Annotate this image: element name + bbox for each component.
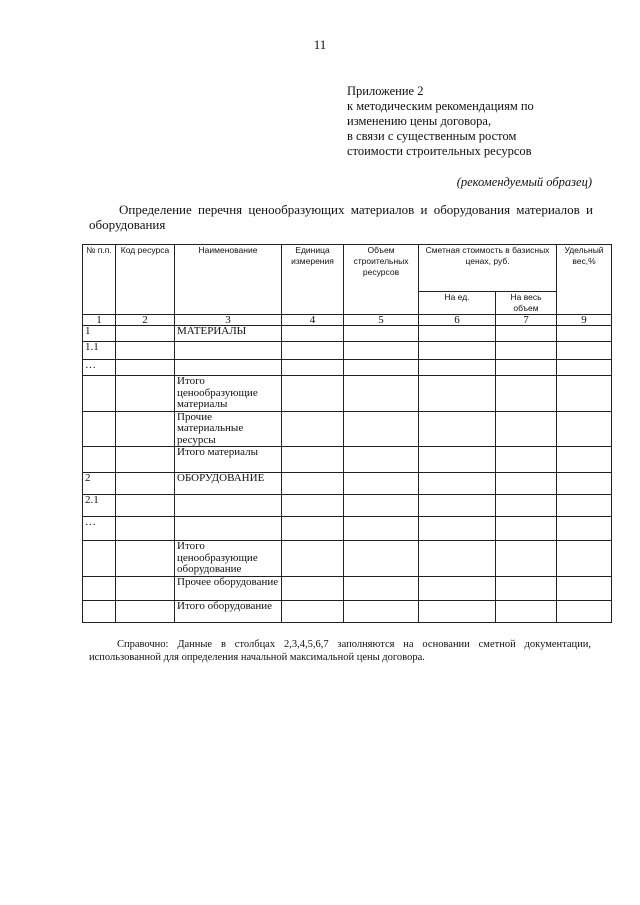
header-unit: Единица измерения — [282, 245, 344, 315]
cell-empty — [282, 360, 344, 376]
cell-empty — [419, 517, 496, 541]
cell-no — [83, 411, 116, 447]
cell-empty — [557, 473, 612, 495]
document-title: Определение перечня ценообразующих материалов и оборудования материалов и оборудования — [89, 202, 593, 232]
cell-empty — [116, 541, 175, 577]
cell-empty — [344, 411, 419, 447]
cell-empty — [344, 600, 419, 622]
header-volume: Объем строительных ресурсов — [344, 245, 419, 315]
cell-empty — [116, 576, 175, 600]
table-row — [83, 447, 612, 473]
table-row — [83, 541, 612, 577]
cell-empty — [116, 447, 175, 473]
cell-empty — [496, 360, 557, 376]
table-row — [83, 517, 612, 541]
cell-name — [175, 360, 282, 376]
table-row — [83, 326, 612, 342]
cell-empty — [116, 495, 175, 517]
table-row — [83, 360, 612, 376]
page-number: 11 — [313, 37, 327, 52]
table-row — [83, 473, 612, 495]
cell-empty — [496, 376, 557, 412]
cell-empty — [282, 342, 344, 360]
cell-empty — [419, 600, 496, 622]
cell-no — [83, 600, 116, 622]
table-row — [83, 600, 612, 622]
cell-empty — [116, 376, 175, 412]
cell-name: Итого ценообразующие оборудование — [175, 541, 282, 577]
header-cost-unit: На ед. — [419, 292, 496, 315]
cell-empty — [116, 600, 175, 622]
appendix-line: в связи с существенным ростом — [347, 129, 517, 143]
header-name: Наименование — [175, 245, 282, 315]
column-number: 3 — [175, 315, 282, 326]
table-row — [83, 376, 612, 412]
cell-empty — [282, 495, 344, 517]
cell-empty — [557, 326, 612, 342]
cell-empty — [116, 517, 175, 541]
cell-empty — [557, 342, 612, 360]
cell-empty — [344, 447, 419, 473]
cell-empty — [557, 495, 612, 517]
cell-empty — [116, 342, 175, 360]
cell-empty — [419, 576, 496, 600]
footnote: Справочно: Данные в столбцах 2,3,4,5,6,7 заполняются на основании сметной документации, использованной для определения начальной максимальной цены договора. — [89, 639, 591, 663]
cell-empty — [496, 473, 557, 495]
sample-note: (рекомендуемый образец) — [456, 175, 592, 189]
cell-empty — [282, 326, 344, 342]
cell-empty — [419, 473, 496, 495]
cell-empty — [116, 473, 175, 495]
cell-empty — [419, 411, 496, 447]
cell-name — [175, 342, 282, 360]
cell-name: ОБОРУДОВАНИЕ — [175, 473, 282, 495]
column-number: 9 — [557, 315, 612, 326]
column-number: 4 — [282, 315, 344, 326]
cell-empty — [116, 411, 175, 447]
table-row — [83, 342, 612, 360]
column-number: 5 — [344, 315, 419, 326]
cell-empty — [557, 411, 612, 447]
cell-no — [83, 447, 116, 473]
cell-empty — [282, 600, 344, 622]
cell-no: … — [83, 360, 116, 376]
cell-empty — [557, 360, 612, 376]
cell-empty — [344, 360, 419, 376]
cell-name: МАТЕРИАЛЫ — [175, 326, 282, 342]
cell-no: … — [83, 517, 116, 541]
cell-empty — [419, 376, 496, 412]
cell-empty — [344, 517, 419, 541]
cell-no — [83, 376, 116, 412]
cell-empty — [116, 360, 175, 376]
cell-empty — [496, 541, 557, 577]
column-number: 6 — [419, 315, 496, 326]
header-no: № п.п. — [83, 245, 116, 315]
cell-no: 2 — [83, 473, 116, 495]
cell-empty — [419, 447, 496, 473]
cell-empty — [419, 326, 496, 342]
cell-empty — [496, 600, 557, 622]
appendix-block — [347, 84, 534, 159]
cell-empty — [282, 541, 344, 577]
cell-empty — [557, 447, 612, 473]
appendix-line: к методическим рекомендациям по — [347, 99, 534, 113]
cell-no: 2.1 — [83, 495, 116, 517]
cell-name: Прочее оборудование — [175, 576, 282, 600]
cell-no — [83, 576, 116, 600]
appendix-line: изменению цены договора, — [347, 114, 492, 128]
column-number: 1 — [83, 315, 116, 326]
cell-empty — [419, 541, 496, 577]
cell-empty — [344, 495, 419, 517]
cell-empty — [557, 576, 612, 600]
appendix-line: стоимости строительных ресурсов — [347, 144, 532, 158]
cell-empty — [496, 576, 557, 600]
cell-no: 1.1 — [83, 342, 116, 360]
resources-table — [82, 244, 612, 623]
cell-empty — [419, 360, 496, 376]
cell-name: Итого оборудование — [175, 600, 282, 622]
cell-no — [83, 541, 116, 577]
table-row — [83, 495, 612, 517]
cell-empty — [557, 600, 612, 622]
cell-name: Итого ценообразующие материалы — [175, 376, 282, 412]
table-body — [83, 326, 612, 623]
column-number: 7 — [496, 315, 557, 326]
cell-empty — [557, 541, 612, 577]
cell-empty — [496, 342, 557, 360]
cell-name: Прочие материальные ресурсы — [175, 411, 282, 447]
cell-empty — [557, 376, 612, 412]
header-code: Код ресурса — [116, 245, 175, 315]
cell-empty — [282, 517, 344, 541]
cell-empty — [344, 376, 419, 412]
cell-empty — [557, 517, 612, 541]
table-row — [83, 576, 612, 600]
cell-empty — [282, 411, 344, 447]
cell-empty — [419, 495, 496, 517]
header-cost-group: Сметная стоимость в базисных ценах, руб. — [419, 245, 557, 292]
cell-empty — [496, 447, 557, 473]
column-number: 2 — [116, 315, 175, 326]
cell-name: Итого материалы — [175, 447, 282, 473]
cell-empty — [282, 473, 344, 495]
cell-name — [175, 517, 282, 541]
cell-empty — [344, 473, 419, 495]
cell-empty — [496, 517, 557, 541]
appendix-line: Приложение 2 — [347, 84, 424, 98]
cell-empty — [344, 326, 419, 342]
cell-empty — [344, 576, 419, 600]
header-cost-total: На весь объем — [496, 292, 557, 315]
cell-empty — [496, 411, 557, 447]
cell-no: 1 — [83, 326, 116, 342]
table-row — [83, 411, 612, 447]
cell-name — [175, 495, 282, 517]
cell-empty — [282, 376, 344, 412]
cell-empty — [282, 576, 344, 600]
cell-empty — [496, 495, 557, 517]
cell-empty — [419, 342, 496, 360]
cell-empty — [496, 326, 557, 342]
header-share: Удельный вес,% — [557, 245, 612, 315]
cell-empty — [344, 342, 419, 360]
cell-empty — [116, 326, 175, 342]
cell-empty — [344, 541, 419, 577]
cell-empty — [282, 447, 344, 473]
